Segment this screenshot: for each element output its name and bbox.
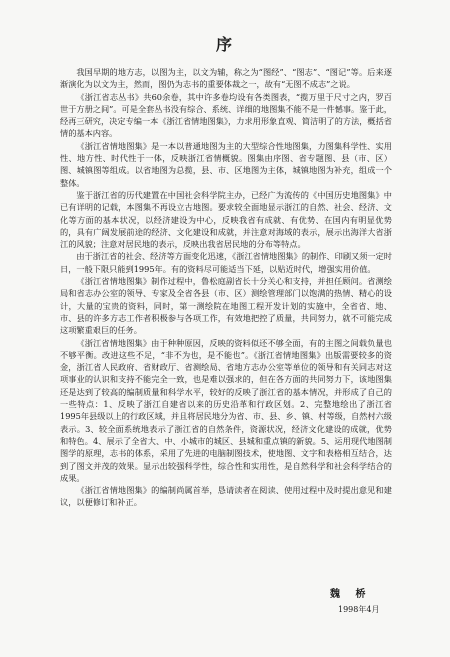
preface-body — [60, 66, 392, 509]
page-title: 序 — [215, 35, 234, 54]
paragraph: 由于浙江省的社会、经济等方面变化迅速，《浙江省情地图集》的制作、印刷又须一定时日，一般下限只能到1995年。有的资料尽可能适当下延，以贴近时代，增强实用价值。 — [60, 251, 392, 274]
signature-name: 魏 桥 — [330, 589, 372, 600]
signature-date: 1998年4月 — [338, 605, 380, 614]
paragraph: 《浙江省情地图集》的编制尚属首举，恳请读者在阅读、使用过程中及时提出意见和建议，以便修订和补正。 — [60, 485, 392, 508]
paragraph: 《浙江省情地图集》是一本以普通地图为主的大型综合性地图集，力图集科学性、实用性、地方性、时代性于一体，反映浙江省情概貌。图集由序图、省专题图、县（市、区）图、城镇图等组成。以省地图为总揽，县、市、区地图为主体，城镇地图为补充，组成一个整体。 — [60, 140, 392, 188]
paragraph: 《浙江省情地图集》由于种种原因，反映的资料似还不够全面，有的主图之间载负量也不够平衡。改进这些不足，“非不为也，是不能也”。《浙江省情地图集》出版需要较多的资金，浙江省人民政府、省财政厅、省测绘局、省地方志办公室等单位的领导和有关同志对这项事业的认识和支持不能完全一致，也是难以强求的，但在各方面的共同努力下，该地图集还是达到了较高的编制质量和科学水平，较好的反映了浙江省的基本情况，并形成了自己的一些特点：1、反映了浙江自建省以来的历史沿革和行政区划。2、完整地绘出了浙江省1995年县级以上的行政区域，并且将居民地分为省、市、县、乡、镇、村等级，自然村六级表示。3、较全面系统地表示了浙江省的自然条件，资源状况，经济文化建设的成就，优势和特色。4、展示了全省大、中、小城市的城区、县城和重点镇的新貌。5、运用现代地图制图学的原理，志书的体系，采用了先进的电脑制图技术，使地图、文字和表格相互结合，达到了图文并茂的效果。显示出较强科学性，综合性和实用性，是自然科学和社会科学结合的成果。 — [60, 337, 392, 483]
paragraph: 《浙江省志丛书》共60余卷，其中许多卷均设有各类图表，“揽万里于尺寸之内，罗百世于方册之间”。可是全套丛书没有综合、系统、详细的地图集不能不是一件憾事。鉴于此，经再三研究，决定专编一本《浙江省情地图集》，力求用形象直观、简洁明了的方法，概括省情的基本内容。 — [60, 91, 392, 139]
paragraph: 我国早期的地方志，以图为主，以文为辅，称之为“图经”、“图志”、“图记”等。后来逐渐演化为以文为主，然而，图仍为志书的重要体裁之一，故有“无图不成志”之说。 — [60, 67, 392, 90]
paragraph: 《浙江省情地图集》制作过程中，鲁松庭副省长十分关心和支持，并担任顾问。省测绘局和省志办公室的领导、专家及全省各县（市、区）测绘管理部门以饱满的热情、精心的设计，大量的宝贵的资料，同时，第一测绘院在地图工程开发计划的实施中，全省省、地、市、县的许多方志工作者积极参与各项工作，有效地把控了质量，共同努力，就不可能完成这项繁重艰巨的任务。 — [60, 276, 392, 336]
paragraph: 鉴于浙江省的历代建置在中国社会科学院主办，已经广为流传的《中国历史地图集》中已有详明的记载，本图集不再设立古地图。要求较全面地显示浙江的自然、社会、经济、文化等方面的基本状况，以经济建设为中心，反映我省有成就、有优势、在国内有明显优势的，具有广阔发展前途的经济、文化建设和成就，并注意对海域的表示，展示出海洋大省浙江的风貌；注意对居民地的表示，反映出我省居民地的分布等特点。 — [60, 189, 392, 250]
